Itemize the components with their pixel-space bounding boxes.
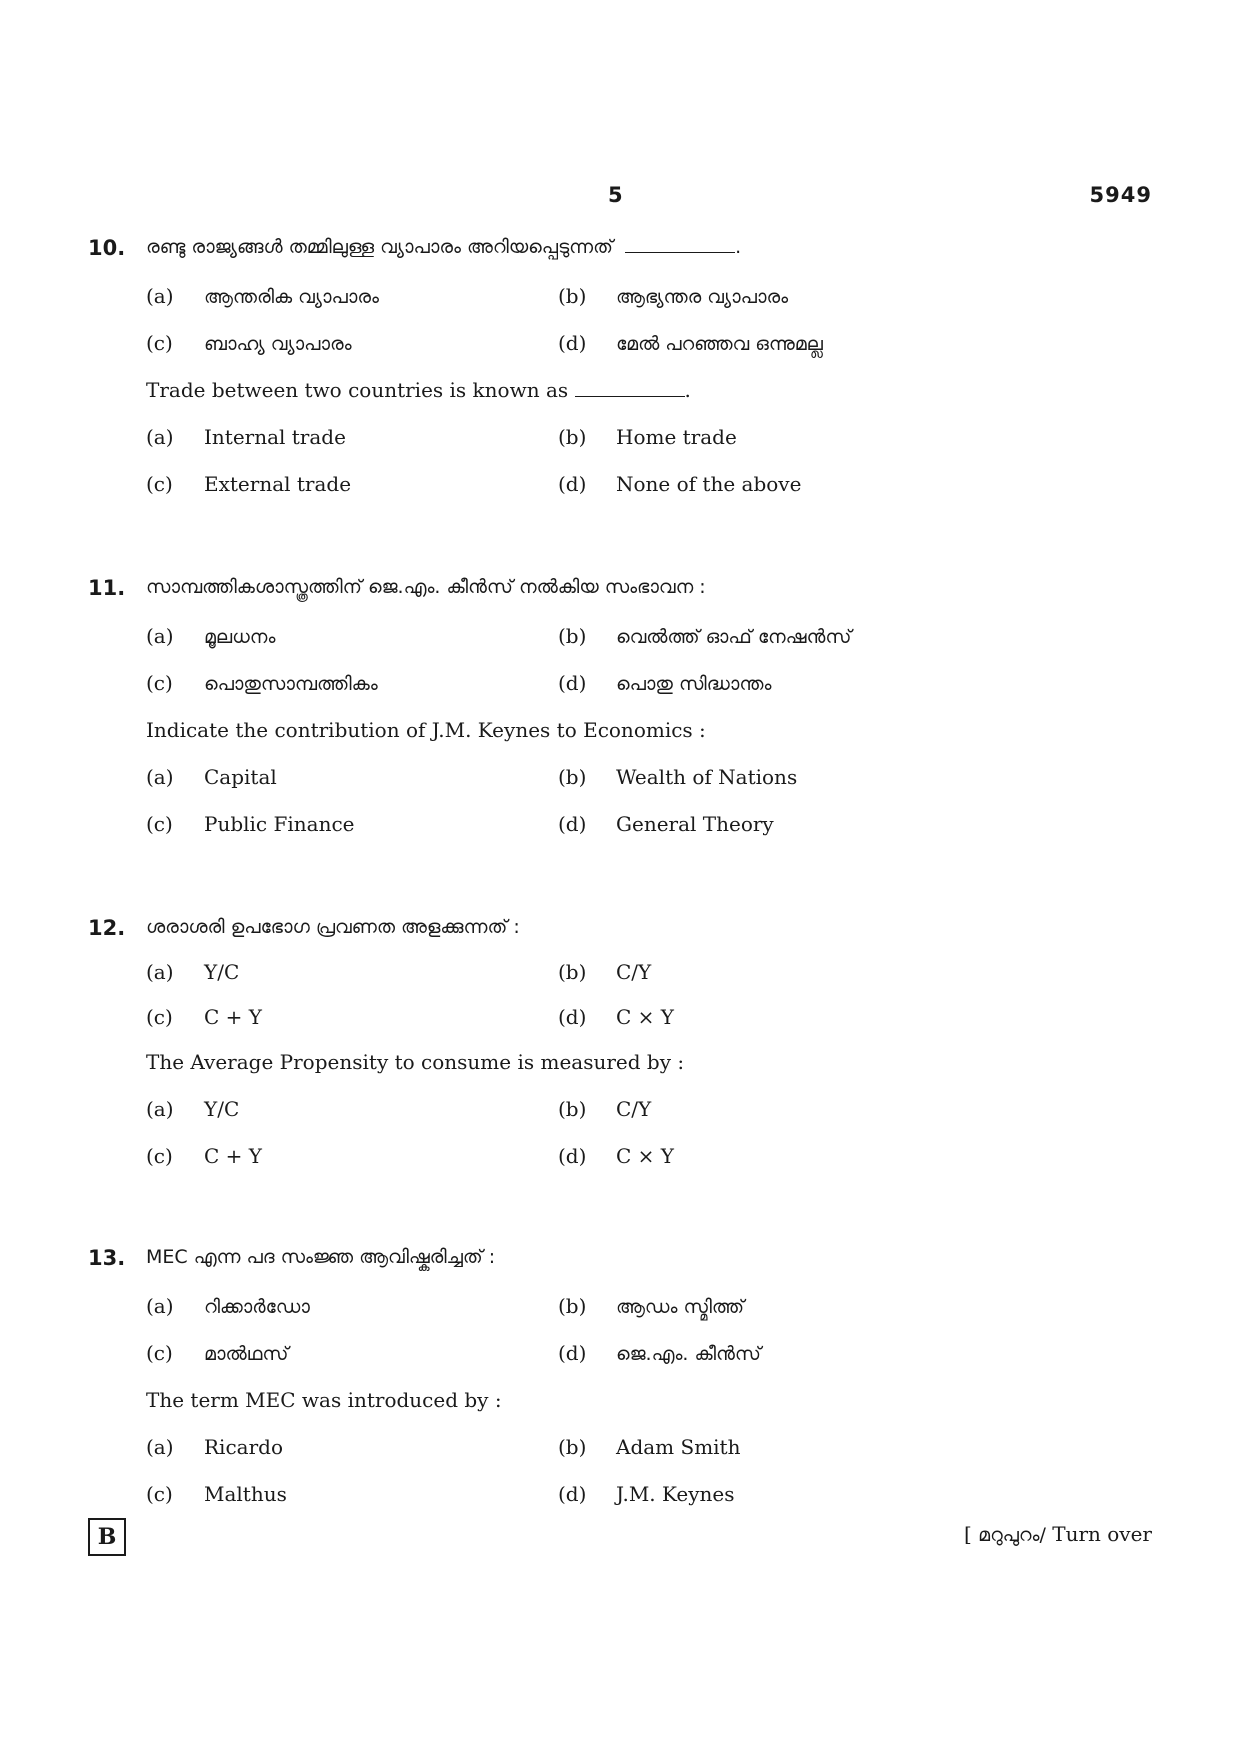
option-d-ml: (d) പൊതു സിദ്ധാന്തം — [558, 671, 772, 695]
question-number: 12. — [88, 916, 126, 940]
option-c-ml: (c) പൊതുസാമ്പത്തികം — [146, 671, 378, 695]
answer-blank — [575, 382, 685, 397]
option-b-ml: (b) C/Y — [558, 960, 652, 984]
option-d-en: (d) None of the above — [558, 472, 802, 496]
option-b-en: (b) Wealth of Nations — [558, 765, 798, 789]
option-c-ml: (c) C + Y — [146, 1005, 262, 1029]
option-b-ml: (b) ആഡം സ്മിത്ത് — [558, 1294, 745, 1318]
answer-blank — [625, 238, 735, 253]
option-a-en: (a) Ricardo — [146, 1435, 283, 1459]
option-a-ml: (a) ആന്തരിക വ്യാപാരം — [146, 284, 379, 308]
option-c-ml: (c) ബാഹ്യ വ്യാപാരം — [146, 331, 352, 355]
question-text-ml: ശരാശരി ഉപഭോഗ പ്രവണത അളക്കുന്നത് : — [146, 916, 520, 938]
option-b-ml: (b) ആഭ്യന്തര വ്യാപാരം — [558, 284, 789, 308]
option-a-en: (a) Internal trade — [146, 425, 346, 449]
question-11 — [88, 576, 1152, 859]
option-c-ml: (c) മാൽഥസ് — [146, 1341, 289, 1365]
option-d-en: (d) C × Y — [558, 1144, 674, 1168]
option-c-en: (c) Malthus — [146, 1482, 287, 1506]
option-c-en: (c) External trade — [146, 472, 352, 496]
question-number: 10. — [88, 236, 126, 260]
option-a-ml: (a) Y/C — [146, 960, 240, 984]
option-a-en: (a) Capital — [146, 765, 277, 789]
option-b-en: (b) C/Y — [558, 1097, 652, 1121]
question-text-en: Trade between two countries is known as . — [146, 378, 691, 402]
option-b-en: (b) Home trade — [558, 425, 737, 449]
option-b-ml: (b) വെൽത്ത് ഓഫ് നേഷൻസ് — [558, 624, 852, 648]
question-text-en: The Average Propensity to consume is measured by : — [146, 1050, 685, 1074]
question-text-ml: സാമ്പത്തികശാസ്ത്രത്തിന് ജെ.എം. കീൻസ് നൽകിയ സംഭാവന : — [146, 576, 706, 598]
question-10 — [88, 236, 1152, 519]
question-text-en: The term MEC was introduced by : — [146, 1388, 502, 1412]
question-number: 13. — [88, 1246, 126, 1270]
question-text-en: Indicate the contribution of J.M. Keynes to Economics : — [146, 718, 706, 742]
paper-code: 5949 — [1089, 183, 1152, 207]
question-number: 11. — [88, 576, 126, 600]
option-d-en: (d) General Theory — [558, 812, 774, 836]
option-d-ml: (d) മേൽ പറഞ്ഞവ ഒന്നുമല്ല — [558, 331, 823, 355]
option-b-en: (b) Adam Smith — [558, 1435, 741, 1459]
option-d-ml: (d) C × Y — [558, 1005, 674, 1029]
question-13 — [88, 1246, 1152, 1529]
option-a-ml: (a) റിക്കാർഡോ — [146, 1294, 310, 1318]
question-set-label: B — [88, 1518, 126, 1556]
option-a-ml: (a) മൂലധനം — [146, 624, 276, 648]
option-d-en: (d) J.M. Keynes — [558, 1482, 735, 1506]
option-c-en: (c) Public Finance — [146, 812, 355, 836]
question-text-ml: രണ്ടു രാജ്യങ്ങൾ തമ്മിലുള്ള വ്യാപാരം അറിയപ്പെടുന്നത് . — [146, 236, 742, 258]
question-text-ml: MEC എന്ന പദ സംജ്ഞ ആവിഷ്കരിച്ചത് : — [146, 1246, 496, 1268]
option-c-en: (c) C + Y — [146, 1144, 262, 1168]
option-a-en: (a) Y/C — [146, 1097, 240, 1121]
question-12 — [88, 916, 1152, 1191]
page-number: 5 — [608, 183, 623, 207]
turn-over-note: [ മറുപുറം/ Turn over — [964, 1522, 1152, 1546]
option-d-ml: (d) ജെ.എം. കീൻസ് — [558, 1341, 761, 1365]
